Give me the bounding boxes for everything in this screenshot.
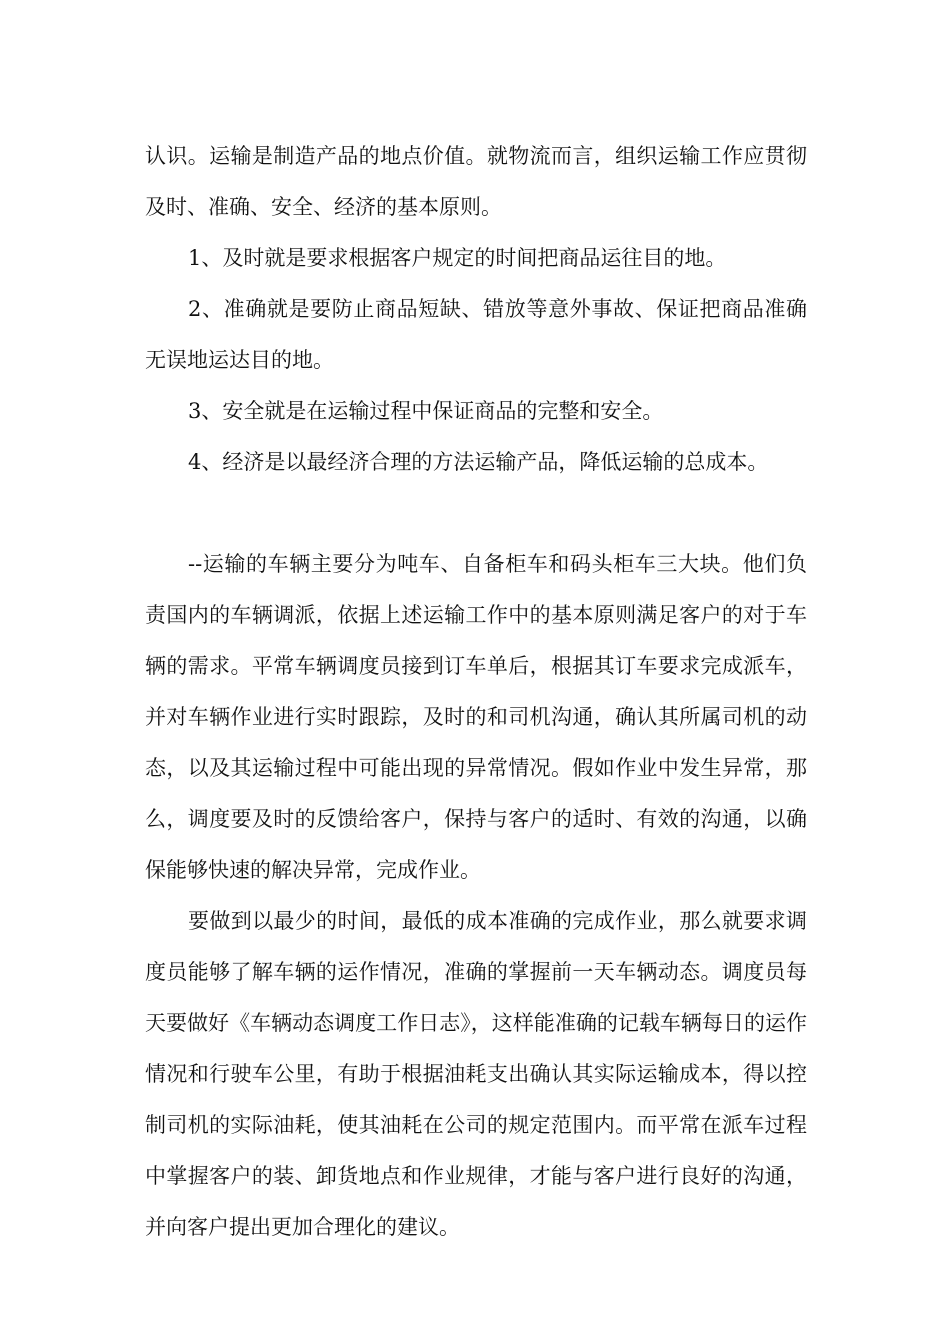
paragraph-continuation: 认识。运输是制造产品的地点价值。就物流而言，组织运输工作应贯彻及时、准确、安全、经济的基本原则。 <box>145 144 807 219</box>
paragraph-dispatcher-duties: 要做到以最少的时间，最低的成本准确的完成作业，那么就要求调度员能够了解车辆的运作情况，准确的掌握前一天车辆动态。调度员每天要做好《车辆动态调度工作日志》，这样能准确的记载车辆每日的运作情况和行驶车公里，有助于根据油耗支出确认其实际运输成本，得以控制司机的实际油耗，使其油耗在公司的规定范围内。而平常在派车过程中掌握客户的装、卸货地点和作业规律，才能与客户进行良好的沟通，并向客户提出更加合理化的建议。 <box>145 909 807 1239</box>
paragraph-principle-economic: 4、经济是以最经济合理的方法运输产品，降低运输的总成本。 <box>188 450 769 474</box>
paragraph-spacer <box>145 488 807 539</box>
document-body <box>145 131 807 1253</box>
paragraph-vehicle-dispatch: --运输的车辆主要分为吨车、自备柜车和码头柜车三大块。他们负责国内的车辆调派，依据上述运输工作中的基本原则满足客户的对于车辆的需求。平常车辆调度员接到订车单后，根据其订车要求完成派车，并对车辆作业进行实时跟踪，及时的和司机沟通，确认其所属司机的动态，以及其运输过程中可能出现的异常情况。假如作业中发生异常，那么，调度要及时的反馈给客户，保持与客户的适时、有效的沟通，以确保能够快速的解决异常，完成作业。 <box>145 552 807 882</box>
paragraph-principle-accurate: 2、准确就是要防止商品短缺、错放等意外事故、保证把商品准确无误地运达目的地。 <box>145 297 807 372</box>
paragraph-principle-safe: 3、安全就是在运输过程中保证商品的完整和安全。 <box>188 399 664 423</box>
paragraph-principle-timely: 1、及时就是要求根据客户规定的时间把商品运往目的地。 <box>188 246 727 270</box>
